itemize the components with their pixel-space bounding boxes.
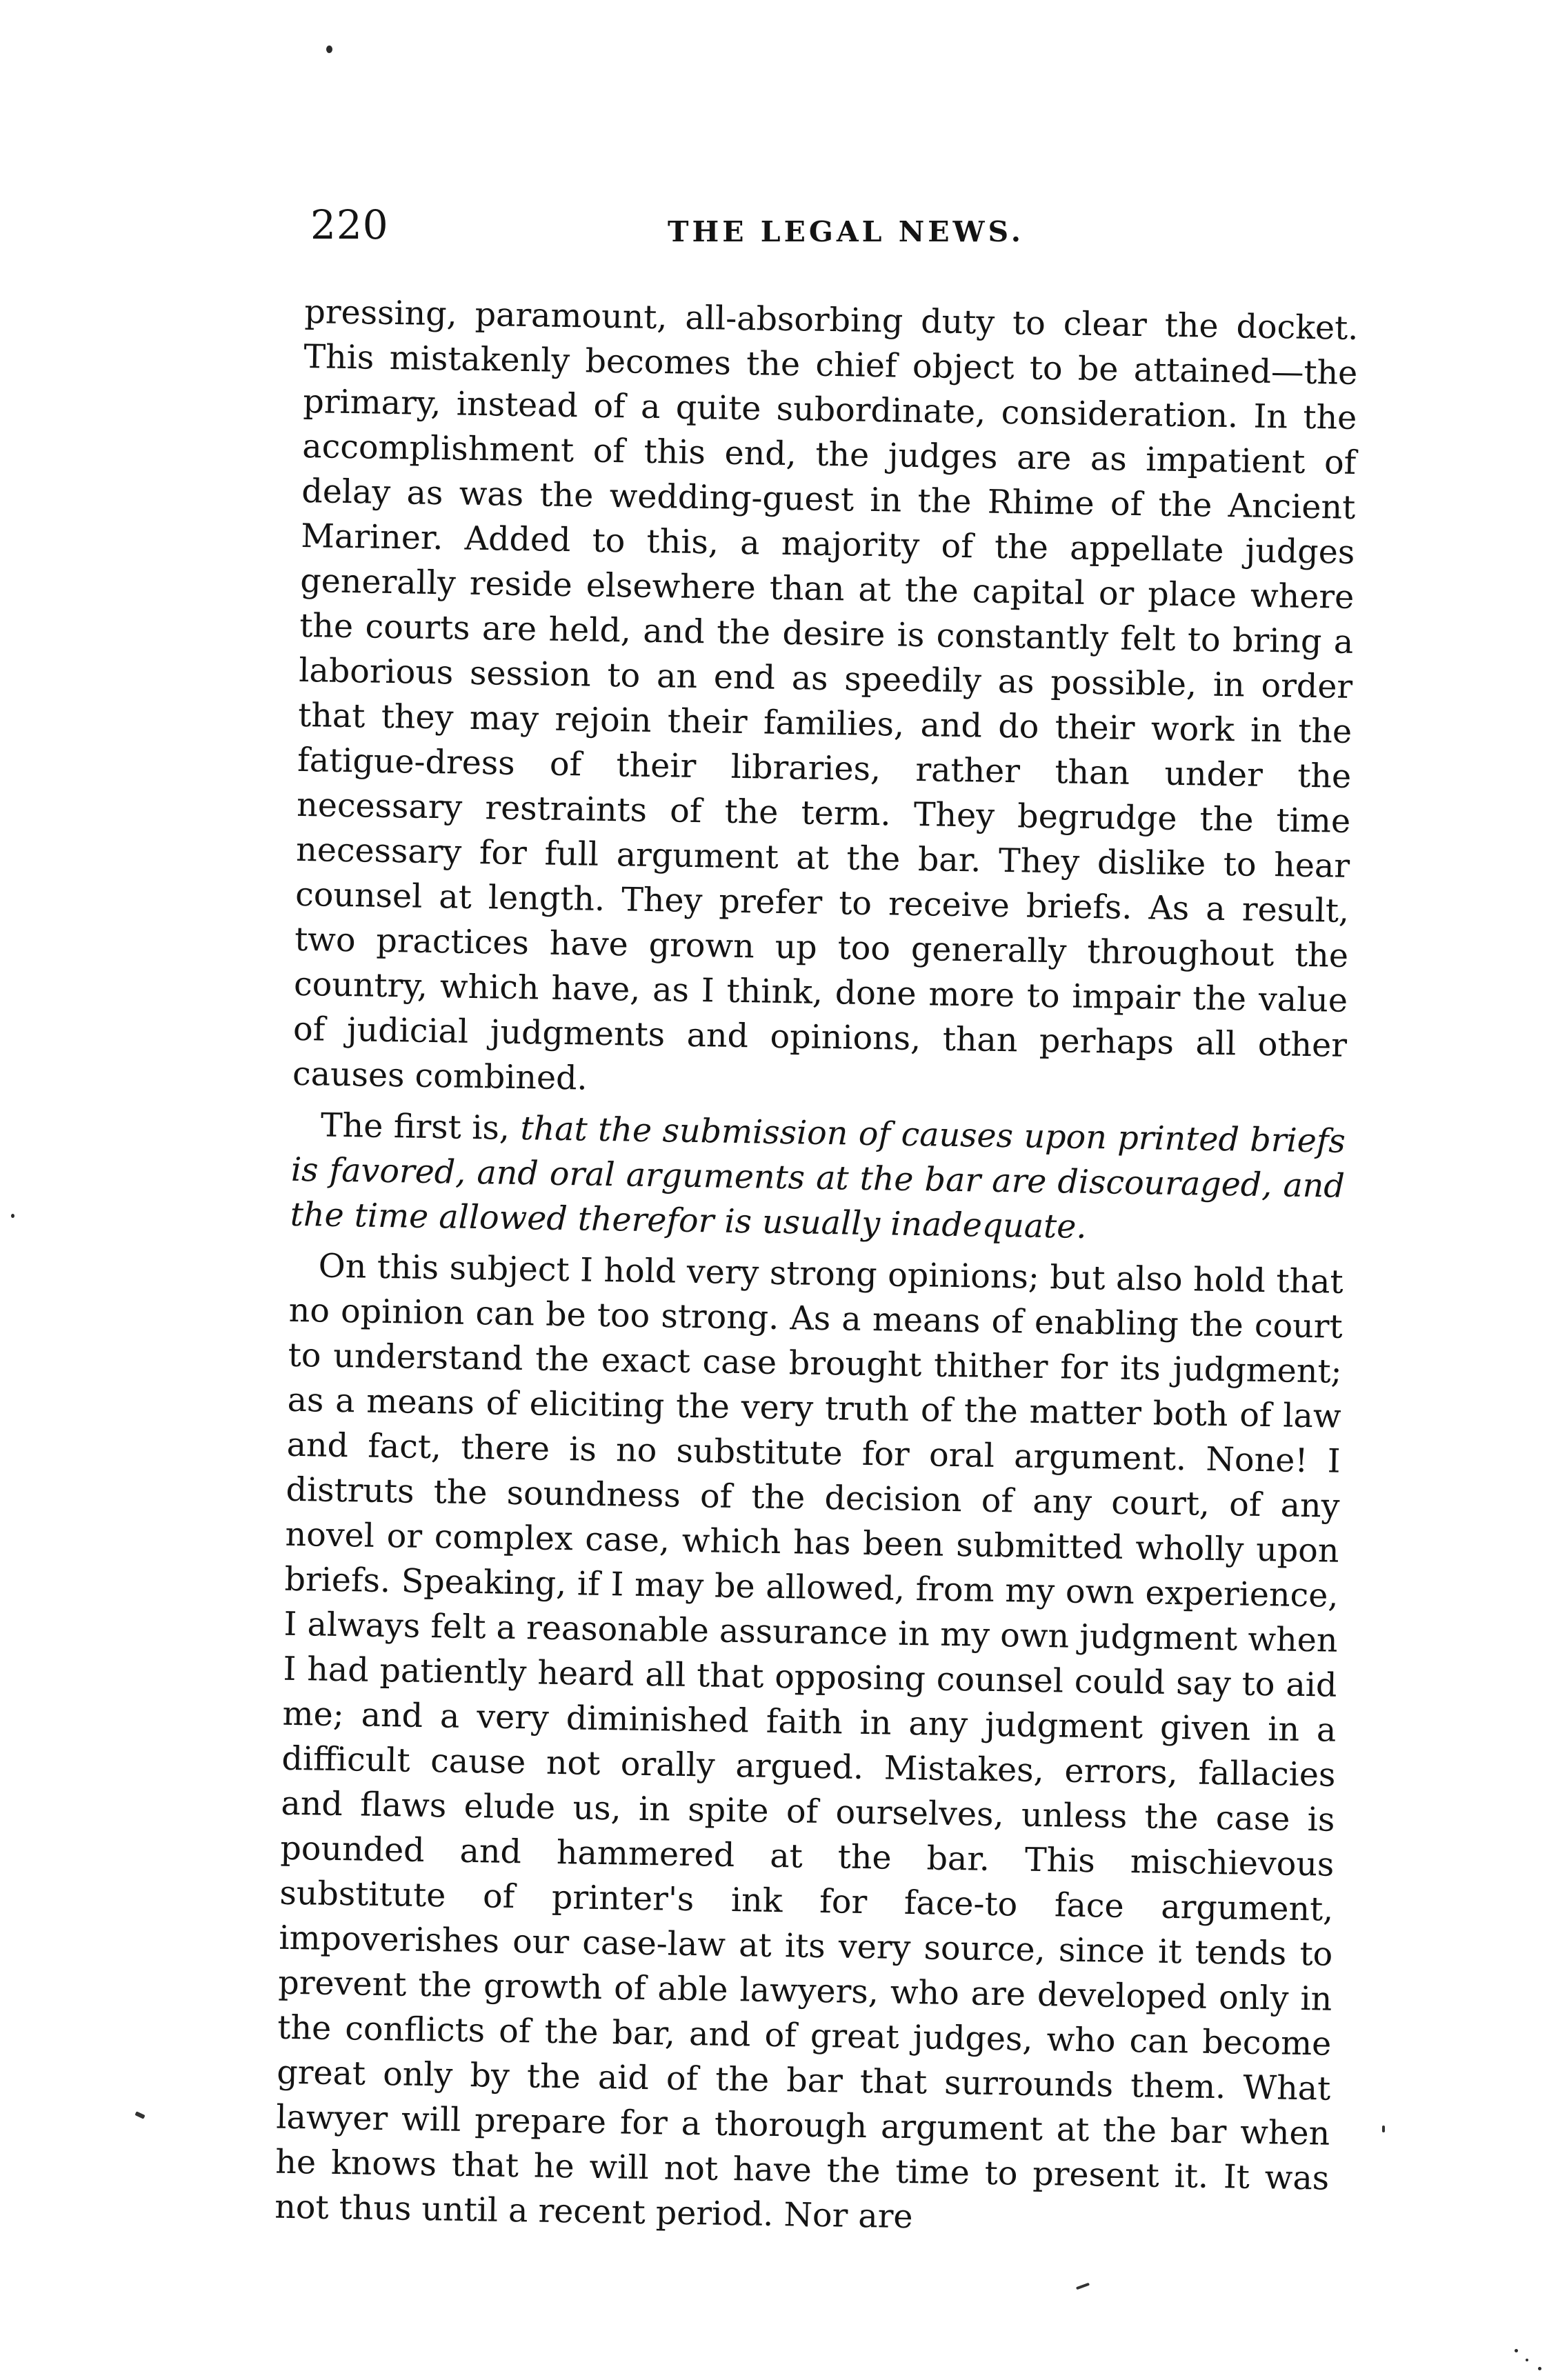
paragraph-first-practice [290, 1103, 1346, 1254]
scan-speck [1538, 2367, 1541, 2370]
scan-speck [326, 46, 332, 53]
scan-speck [1515, 2349, 1518, 2352]
scan-speck [1526, 2359, 1528, 2361]
emphasized-statement: that the submission of causes upon printed briefs is favored, and oral arguments at the bar are discouraged, and the time allowed therefor is usually inadequate. [290, 1110, 1346, 1246]
running-title: THE LEGAL NEWS. [668, 215, 1024, 248]
paragraph-continued: pressing, paramount, all-absorbing duty to clear the docket. This mistakenly becomes the chief object to be attained—the primary, instead of a quite subordinate, consideration. In the accomplishment of this end, the judges are as impatient of delay as was the wedding-guest in the Rhime of the Ancient Mariner. Added to this, a majority of the appellate judges generally reside elsewhere than at the capital or place where the courts are held, and the desire is constantly felt to bring a laborious session to an end as speedily as possible, in order that they may rejoin their families, and do their work in the fatigue-dress of their libraries, rather than under the necessary restraints of the term. They begrudge the time necessary for full argument at the bar. They dislike to hear counsel at length. They prefer to receive briefs. As a result, two practices have grown up too generally throughout the country, which have, as I think, done more to impair the value of judicial judgments and opinions, than perhaps all other causes combined. [292, 292, 1359, 1098]
body-text [274, 290, 1359, 2252]
paragraph-oral-argument: On this subject I hold very strong opinions; but also hold that no opinion can be too strong. As a means of enabling the court to understand the exact case brought thither for its judgment; as a means of eliciting the very truth of the matter both of law and fact, there is no substitute for oral argument. None! I distruts the soundness of the decision of any court, of any novel or complex case, which has been submitted wholly upon briefs. Speaking, if I may be allowed, from my own experience, I always felt a reasonable assurance in my own judgment when I had patiently heard all that opposing counsel could say to aid me; and a very diminished faith in any judgment given in a difficult cause not orally argued. Mistakes, errors, fallacies and flaws elude us, in spite of ourselves, unless the case is pounded and hammered at the bar. This mischievous substitute of printer's ink for face-to face argument, impoverishes our case-law at its very source, since it tends to prevent the growth of able lawyers, who are developed only in the conflicts of the bar, and of great judges, who can become great only by the aid of the bar that surrounds them. What lawyer will prepare for a thorough argument at the bar when he knows that he will not have the time to present it. It was not thus until a recent period. Nor are [274, 1247, 1344, 2237]
page-number: 220 [310, 201, 389, 248]
scan-mark [134, 2111, 145, 2119]
scan-mark [1076, 2283, 1090, 2290]
paragraph-lead: The first is, [320, 1106, 521, 1148]
scan-mark [1382, 2126, 1385, 2132]
scan-speck [11, 1214, 14, 1218]
